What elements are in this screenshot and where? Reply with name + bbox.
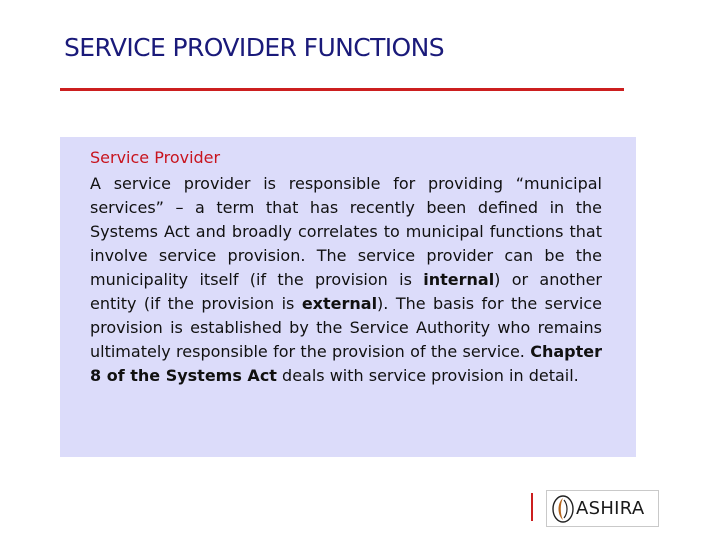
paragraph-text: ). The basis for the service provision is established by the Service Authority who remains ultimately responsible for the provision of the service.	[90, 294, 602, 361]
slide-title: SERVICE PROVIDER FUNCTIONS	[64, 33, 444, 62]
ashira-logo	[546, 490, 659, 527]
paragraph-text: ) or another entity (if the provision is	[90, 270, 602, 313]
paragraph-emphasis-internal: internal	[423, 270, 495, 289]
ashira-emblem-icon	[551, 494, 575, 524]
paragraph-emphasis-external: external	[301, 294, 378, 313]
footer-divider-mark	[531, 493, 533, 521]
paragraph-text: deals with service provision in detail.	[276, 366, 579, 385]
paragraph-text: A service provider is responsible for providing “municipal services” – a term that has recently been defined in the Systems Act and broadly correlates to municipal functions that involve service provision. The service provider can be the municipality itself (if the provision is	[90, 174, 602, 289]
body-paragraph	[90, 172, 602, 388]
content-box	[60, 137, 636, 457]
title-underline-rule	[60, 88, 624, 91]
section-heading: Service Provider	[90, 148, 221, 167]
logo-wordmark: ASHIRA	[576, 498, 645, 519]
paragraph-emphasis-chapter-reference: Chapter 8 of the Systems Act	[90, 342, 602, 385]
